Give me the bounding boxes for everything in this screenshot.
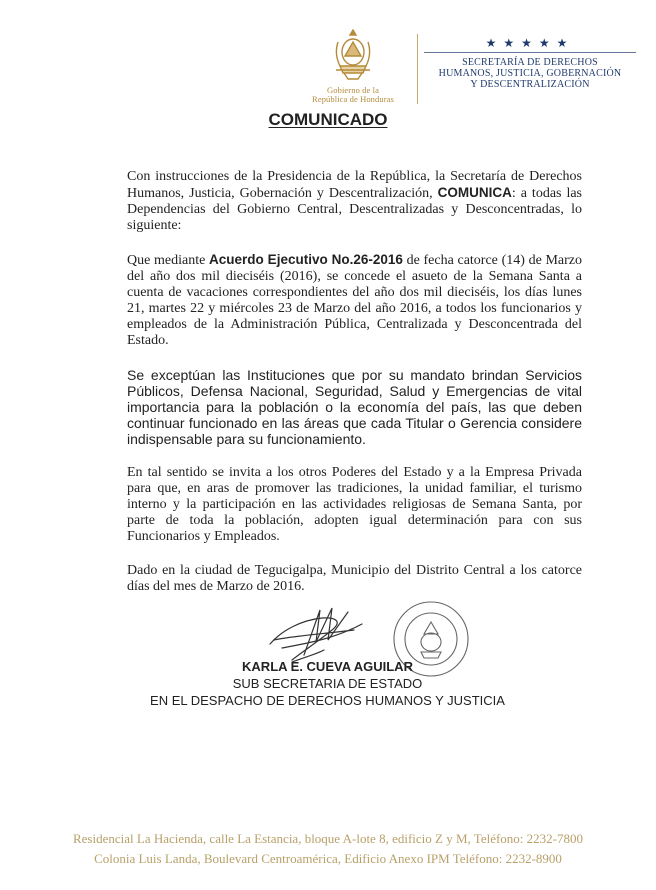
document-title-wrap <box>0 110 656 130</box>
paragraph-4: En tal sentido se invita a los otros Poderes del Estado y a la Empresa Privada para que, en aras de promover las tradiciones, la unidad familiar, el turismo interno y la participación en las actividades religiosas de Semana Santa, por parte de toda la población, adopten igual determinación para con sus Funcionarios y Empleados. <box>127 465 582 544</box>
paragraph-5: Dado en la ciudad de Tegucigalpa, Municipio del Distrito Central a los catorce días del mes de Marzo de 2016. <box>127 563 582 594</box>
p1-bold: COMUNICA <box>437 185 512 200</box>
gov-caption-line1: Gobierno de la <box>327 85 379 95</box>
document-title: COMUNICADO <box>268 110 388 129</box>
paragraph-3: Se exceptúan las Instituciones que por su mandato brindan Servicios Públicos, Defensa Nacional, Seguridad, Salud y Emergencias de vital importancia para la población o la economía del país, las que deben continuar funcionado en las áreas que cada Titular o Gerencia considere indispensable para su funcionamiento. <box>127 367 582 447</box>
signature-block <box>100 658 555 709</box>
header-divider <box>417 34 418 104</box>
secretaria-line3: Y DESCENTRALIZACIÓN <box>470 79 590 90</box>
signatory-name: KARLA E. CUEVA AGUILAR <box>242 659 413 674</box>
footer-line2: Colonia Luis Landa, Boulevard Centroamérica, Edificio Anexo IPM Teléfono: 2232-8900 <box>94 851 562 866</box>
p2-text-b: de fecha catorce (14) de Marzo del año dos mil dieciséis (2016), se concede el asueto de la Semana Santa a cuenta de vacaciones correspondientes del año dos mil dieciséis, los días lunes 21, martes 22 y miércoles 23 de Marzo del año 2016, a todos los funcionarios y empleados de la Administración Pública, Centralizada y Desconcentrada del Estado. <box>127 253 582 348</box>
p2-bold: Acuerdo Ejecutivo No.26-2016 <box>209 252 403 267</box>
secretaria-line1: SECRETARÍA DE DERECHOS <box>462 57 598 68</box>
p1-text-a: Con instrucciones de la Presidencia de la República, la Secretaría de Derechos Humanos, Justicia, Gobernación y Descentralización, <box>127 169 582 201</box>
secretaria-line2: HUMANOS, JUSTICIA, GOBERNACIÓN <box>438 68 622 79</box>
footer-line1: Residencial La Hacienda, calle La Estancia, bloque A-lote 8, edificio Z y M, Teléfono: 2232-7800 <box>72 831 583 846</box>
p2-text-a: Que mediante <box>127 253 206 268</box>
coat-of-arms-icon <box>330 26 376 84</box>
p1-text-b: : a todas las Dependencias del Gobierno Central, Descentralizadas y Desconcentradas, lo siguiente: <box>127 186 582 233</box>
government-logo <box>296 26 410 104</box>
secretaria-rule <box>424 52 636 53</box>
secretaria-block <box>424 37 636 90</box>
signatory-office: EN EL DESPACHO DE DERECHOS HUMANOS Y JUSTICIA <box>150 693 505 708</box>
document-body <box>127 169 582 613</box>
paragraph-1 <box>127 169 582 234</box>
paragraph-2 <box>127 252 582 349</box>
gov-caption-line2: República de Honduras <box>312 94 394 104</box>
signatory-role: SUB SECRETARIA DE ESTADO <box>232 676 423 691</box>
address-footer <box>0 829 656 869</box>
stars-icon: ★★★★★ <box>485 36 575 50</box>
